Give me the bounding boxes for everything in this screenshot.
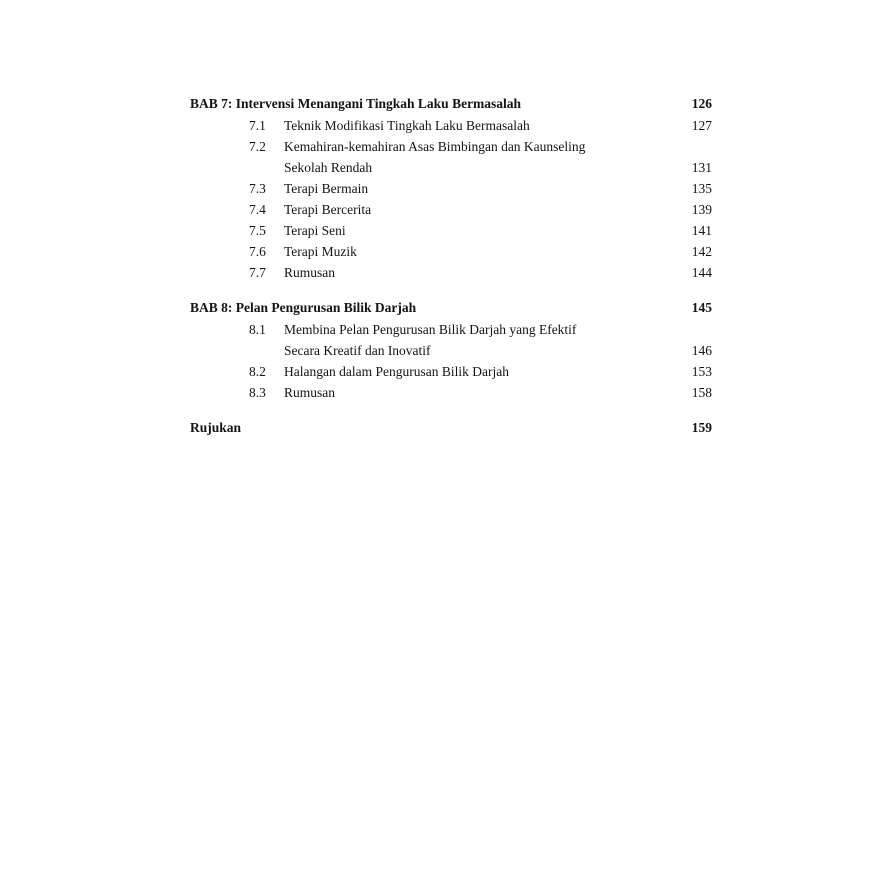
section-title	[284, 220, 672, 241]
section-title	[284, 319, 672, 361]
section-page-number: 144	[691, 265, 712, 280]
toc-entry	[190, 199, 712, 220]
references-title: Rujukan	[190, 420, 242, 435]
toc-entry	[190, 361, 712, 382]
references-page-number: 159	[691, 420, 712, 435]
toc-entry	[190, 115, 712, 136]
section-number: 7.6	[249, 244, 266, 259]
chapter-heading	[190, 297, 712, 319]
toc-entry	[190, 136, 712, 178]
section-title-line: Sekolah Rendah	[284, 160, 373, 175]
toc-entry	[190, 319, 712, 361]
section-number: 8.1	[249, 322, 266, 337]
section-page-number: 153	[691, 364, 712, 379]
section-title-line: Halangan dalam Pengurusan Bilik Darjah	[284, 364, 509, 379]
section-number: 8.3	[249, 385, 266, 400]
section-page-number: 139	[691, 202, 712, 217]
section-page-number: 127	[691, 118, 712, 133]
section-title-line: Terapi Bercerita	[284, 202, 372, 217]
chapter-page-number: 145	[691, 300, 712, 315]
section-page-number: 142	[691, 244, 712, 259]
section-title-line: Terapi Seni	[284, 223, 346, 238]
section-title-line: Rumusan	[284, 265, 336, 280]
section-page-number: 158	[691, 385, 712, 400]
toc-entry	[190, 220, 712, 241]
chapter-page-number: 126	[691, 96, 712, 111]
section-page-number: 146	[691, 343, 712, 358]
section-number: 7.4	[249, 202, 266, 217]
section-page-number: 135	[691, 181, 712, 196]
chapter-title: BAB 8: Pelan Pengurusan Bilik Darjah	[190, 300, 417, 315]
section-title	[284, 115, 672, 136]
section-number: 7.3	[249, 181, 266, 196]
chapter-heading	[190, 93, 712, 115]
section-title-line: Teknik Modifikasi Tingkah Laku Bermasalah	[284, 118, 530, 133]
section-title-line: Membina Pelan Pengurusan Bilik Darjah yang Efektif	[284, 322, 577, 337]
section-number: 7.5	[249, 223, 266, 238]
toc-entry	[190, 178, 712, 199]
section-title	[284, 136, 672, 178]
section-page-number: 131	[691, 160, 712, 175]
section-title-line: Secara Kreatif dan Inovatif	[284, 343, 431, 358]
section-title-line: Kemahiran-kemahiran Asas Bimbingan dan Kaunseling	[284, 139, 586, 154]
table-of-contents	[190, 93, 712, 439]
section-title	[284, 199, 672, 220]
section-title-line: Terapi Bermain	[284, 181, 369, 196]
toc-entry	[190, 382, 712, 403]
section-title	[284, 361, 672, 382]
section-title	[284, 262, 672, 283]
section-title	[284, 382, 672, 403]
section-number: 8.2	[249, 364, 266, 379]
references-heading	[190, 417, 712, 439]
section-number: 7.7	[249, 265, 266, 280]
section-title	[284, 241, 672, 262]
section-number: 7.2	[249, 139, 266, 154]
chapter-title: BAB 7: Intervensi Menangani Tingkah Laku Bermasalah	[190, 96, 522, 111]
toc-entry	[190, 241, 712, 262]
section-page-number: 141	[691, 223, 712, 238]
section-title-line: Rumusan	[284, 385, 336, 400]
toc-entry	[190, 262, 712, 283]
section-number: 7.1	[249, 118, 266, 133]
section-title	[284, 178, 672, 199]
section-title-line: Terapi Muzik	[284, 244, 357, 259]
